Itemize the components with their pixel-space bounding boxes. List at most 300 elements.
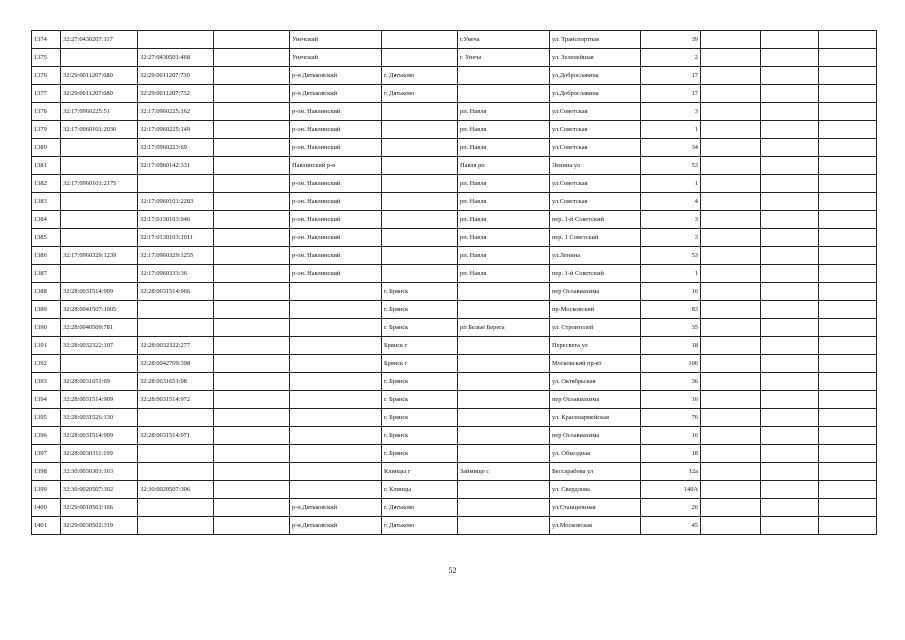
- city-cell: [382, 247, 458, 265]
- city-cell: [382, 229, 458, 247]
- empty-cell: [819, 445, 877, 463]
- city-cell: [382, 157, 458, 175]
- empty-cell: [761, 481, 819, 499]
- row-number-cell: 1387: [32, 265, 61, 283]
- district-cell: [290, 301, 382, 319]
- row-number-cell: 1375: [32, 49, 61, 67]
- city-cell: г. Клинцы: [382, 481, 458, 499]
- empty-cell: [761, 229, 819, 247]
- city-cell: г. Брянск: [382, 427, 458, 445]
- empty-cell: [761, 463, 819, 481]
- settlement-cell: [458, 517, 550, 535]
- city-cell: [382, 103, 458, 121]
- house-number-cell: 16: [641, 427, 701, 445]
- street-cell: ул. Транспортная: [550, 31, 641, 49]
- settlement-cell: рп. Навля: [458, 265, 550, 283]
- city-cell: [382, 193, 458, 211]
- cadastral-number-cell: 32:28:0031514:909: [61, 391, 138, 409]
- row-number-cell: 1397: [32, 445, 61, 463]
- district-cell: [290, 445, 382, 463]
- row-number-cell: 1389: [32, 301, 61, 319]
- cadastral-number-cell: 32:28:0031526:130: [61, 409, 138, 427]
- table-row: [32, 319, 877, 337]
- table-row: [32, 85, 877, 103]
- empty-cell: [761, 193, 819, 211]
- empty-cell: [761, 283, 819, 301]
- empty-cell: [214, 409, 290, 427]
- cadastral-number-2-cell: 32:28:0031651:98: [138, 373, 214, 391]
- table-row: [32, 175, 877, 193]
- row-number-cell: 1400: [32, 499, 61, 517]
- empty-cell: [214, 193, 290, 211]
- row-number-cell: 1382: [32, 175, 61, 193]
- house-number-cell: 1: [641, 265, 701, 283]
- cadastral-number-cell: [61, 211, 138, 229]
- empty-cell: [701, 265, 761, 283]
- settlement-cell: [458, 409, 550, 427]
- settlement-cell: [458, 85, 550, 103]
- registry-table: [31, 30, 877, 535]
- house-number-cell: 16: [641, 391, 701, 409]
- house-number-cell: 18: [641, 445, 701, 463]
- cadastral-number-2-cell: 32:30:0020507:306: [138, 481, 214, 499]
- street-cell: пер Осоавиахима: [550, 283, 641, 301]
- empty-cell: [214, 139, 290, 157]
- cadastral-number-cell: [61, 355, 138, 373]
- street-cell: ул.Московская: [550, 517, 641, 535]
- cadastral-number-cell: [61, 157, 138, 175]
- cadastral-number-2-cell: [138, 409, 214, 427]
- cadastral-number-2-cell: 32:17:0130103:946: [138, 211, 214, 229]
- table-row: [32, 247, 877, 265]
- empty-cell: [819, 283, 877, 301]
- row-number-cell: 1383: [32, 193, 61, 211]
- empty-cell: [214, 391, 290, 409]
- cadastral-number-2-cell: 32:17:0130103:1011: [138, 229, 214, 247]
- cadastral-number-cell: 32:17:0960101:2030: [61, 121, 138, 139]
- table-row: [32, 517, 877, 535]
- cadastral-number-cell: 32:29:0010501:166: [61, 499, 138, 517]
- city-cell: [382, 265, 458, 283]
- district-cell: [290, 337, 382, 355]
- empty-cell: [819, 373, 877, 391]
- district-cell: р-он. Навлинский: [290, 139, 382, 157]
- cadastral-number-cell: 32:29:0011207:680: [61, 67, 138, 85]
- street-cell: ул.Советская: [550, 193, 641, 211]
- empty-cell: [701, 85, 761, 103]
- cadastral-number-2-cell: [138, 31, 214, 49]
- row-number-cell: 1388: [32, 283, 61, 301]
- empty-cell: [701, 139, 761, 157]
- house-number-cell: 12а: [641, 463, 701, 481]
- city-cell: г. Брянск: [382, 283, 458, 301]
- cadastral-number-cell: 32:28:0031514:909: [61, 283, 138, 301]
- empty-cell: [701, 427, 761, 445]
- district-cell: Унечский: [290, 31, 382, 49]
- empty-cell: [701, 283, 761, 301]
- row-number-cell: 1398: [32, 463, 61, 481]
- house-number-cell: 45: [641, 517, 701, 535]
- city-cell: г. Брянск: [382, 391, 458, 409]
- empty-cell: [701, 463, 761, 481]
- house-number-cell: 4: [641, 193, 701, 211]
- empty-cell: [701, 373, 761, 391]
- district-cell: [290, 373, 382, 391]
- table-row: [32, 265, 877, 283]
- house-number-cell: 26: [641, 499, 701, 517]
- empty-cell: [701, 229, 761, 247]
- city-cell: г. Брянск: [382, 319, 458, 337]
- cadastral-number-2-cell: [138, 517, 214, 535]
- house-number-cell: 140А: [641, 481, 701, 499]
- row-number-cell: 1391: [32, 337, 61, 355]
- house-number-cell: 1: [641, 121, 701, 139]
- settlement-cell: г. Унеча: [458, 49, 550, 67]
- cadastral-number-2-cell: 32:29:0011207:732: [138, 85, 214, 103]
- city-cell: Брянск г: [382, 355, 458, 373]
- empty-cell: [701, 103, 761, 121]
- district-cell: р-он. Навлинский: [290, 103, 382, 121]
- district-cell: р-он. Навлинский: [290, 247, 382, 265]
- district-cell: [290, 283, 382, 301]
- empty-cell: [214, 301, 290, 319]
- house-number-cell: 34: [641, 139, 701, 157]
- house-number-cell: 3: [641, 103, 701, 121]
- empty-cell: [214, 157, 290, 175]
- table-row: [32, 283, 877, 301]
- cadastral-number-cell: 32:30:0020507:302: [61, 481, 138, 499]
- house-number-cell: 35: [641, 319, 701, 337]
- house-number-cell: 76: [641, 409, 701, 427]
- house-number-cell: 17: [641, 85, 701, 103]
- cadastral-number-2-cell: 32:17:0960329:1255: [138, 247, 214, 265]
- empty-cell: [819, 247, 877, 265]
- empty-cell: [761, 391, 819, 409]
- empty-cell: [761, 355, 819, 373]
- cadastral-number-2-cell: 32:17:0960101:2283: [138, 193, 214, 211]
- row-number-cell: 1390: [32, 319, 61, 337]
- empty-cell: [701, 121, 761, 139]
- district-cell: р-он. Навлинский: [290, 121, 382, 139]
- empty-cell: [761, 121, 819, 139]
- cadastral-number-cell: 32:29:0030502:319: [61, 517, 138, 535]
- empty-cell: [761, 337, 819, 355]
- house-number-cell: 18: [641, 337, 701, 355]
- empty-cell: [761, 103, 819, 121]
- settlement-cell: рп. Навля: [458, 211, 550, 229]
- street-cell: пер Осоавиахима: [550, 427, 641, 445]
- table-row: [32, 301, 877, 319]
- settlement-cell: [458, 67, 550, 85]
- row-number-cell: 1394: [32, 391, 61, 409]
- house-number-cell: 53: [641, 157, 701, 175]
- empty-cell: [701, 499, 761, 517]
- cadastral-number-cell: [61, 193, 138, 211]
- district-cell: р-он. Навлинский: [290, 229, 382, 247]
- empty-cell: [819, 517, 877, 535]
- empty-cell: [761, 157, 819, 175]
- city-cell: [382, 49, 458, 67]
- house-number-cell: 3: [641, 229, 701, 247]
- street-cell: ул.Доброславина: [550, 67, 641, 85]
- empty-cell: [819, 427, 877, 445]
- empty-cell: [214, 427, 290, 445]
- empty-cell: [701, 247, 761, 265]
- district-cell: [290, 427, 382, 445]
- street-cell: Ленина ул: [550, 157, 641, 175]
- street-cell: ул.Советская: [550, 121, 641, 139]
- table-row: [32, 499, 877, 517]
- empty-cell: [761, 319, 819, 337]
- table-row: [32, 337, 877, 355]
- street-cell: пер. 1-й Советский: [550, 211, 641, 229]
- cadastral-number-2-cell: [138, 319, 214, 337]
- table-row: [32, 103, 877, 121]
- cadastral-number-cell: 32:17:0960329:1239: [61, 247, 138, 265]
- street-cell: пер. 1 Советский: [550, 229, 641, 247]
- empty-cell: [701, 409, 761, 427]
- city-cell: Клинцы г: [382, 463, 458, 481]
- cadastral-number-cell: [61, 139, 138, 157]
- district-cell: [290, 319, 382, 337]
- district-cell: [290, 355, 382, 373]
- table-row: [32, 391, 877, 409]
- settlement-cell: рп. Навля: [458, 121, 550, 139]
- settlement-cell: рп. Навля: [458, 193, 550, 211]
- city-cell: г. Дятьково: [382, 499, 458, 517]
- empty-cell: [214, 175, 290, 193]
- empty-cell: [819, 139, 877, 157]
- empty-cell: [214, 229, 290, 247]
- empty-cell: [214, 31, 290, 49]
- cadastral-number-cell: 32:29:0011207:680: [61, 85, 138, 103]
- table-row: [32, 463, 877, 481]
- table-row: [32, 211, 877, 229]
- row-number-cell: 1380: [32, 139, 61, 157]
- settlement-cell: рп. Навля: [458, 247, 550, 265]
- registry-body: [32, 31, 877, 535]
- cadastral-number-cell: 32:28:0030311:199: [61, 445, 138, 463]
- settlement-cell: рп. Навля: [458, 103, 550, 121]
- row-number-cell: 1384: [32, 211, 61, 229]
- settlement-cell: рп. Навля: [458, 175, 550, 193]
- row-number-cell: 1399: [32, 481, 61, 499]
- street-cell: ул.Советская: [550, 175, 641, 193]
- empty-cell: [701, 193, 761, 211]
- house-number-cell: 2: [641, 49, 701, 67]
- street-cell: ул. Октябрьская: [550, 373, 641, 391]
- cadastral-number-2-cell: 32:17:0960333:36: [138, 265, 214, 283]
- street-cell: Пересвета ул: [550, 337, 641, 355]
- city-cell: [382, 175, 458, 193]
- district-cell: [290, 391, 382, 409]
- row-number-cell: 1374: [32, 31, 61, 49]
- cadastral-number-2-cell: [138, 301, 214, 319]
- district-cell: р-н.Дятьковский: [290, 499, 382, 517]
- settlement-cell: Займище с: [458, 463, 550, 481]
- empty-cell: [214, 247, 290, 265]
- cadastral-number-2-cell: 32:17:0960225:149: [138, 121, 214, 139]
- empty-cell: [761, 301, 819, 319]
- settlement-cell: [458, 355, 550, 373]
- empty-cell: [701, 31, 761, 49]
- cadastral-number-cell: [61, 49, 138, 67]
- cadastral-number-cell: 32:30:0030301:163: [61, 463, 138, 481]
- city-cell: Брянск г: [382, 337, 458, 355]
- empty-cell: [701, 337, 761, 355]
- empty-cell: [761, 49, 819, 67]
- empty-cell: [214, 517, 290, 535]
- district-cell: р-он. Навлинский: [290, 211, 382, 229]
- settlement-cell: [458, 481, 550, 499]
- empty-cell: [214, 265, 290, 283]
- empty-cell: [701, 517, 761, 535]
- table-row: [32, 355, 877, 373]
- house-number-cell: 16: [641, 283, 701, 301]
- street-cell: Московский пр-кт: [550, 355, 641, 373]
- settlement-cell: [458, 499, 550, 517]
- empty-cell: [819, 391, 877, 409]
- empty-cell: [701, 391, 761, 409]
- table-row: [32, 481, 877, 499]
- cadastral-number-2-cell: [138, 463, 214, 481]
- row-number-cell: 1393: [32, 373, 61, 391]
- cadastral-number-cell: 32:17:0960225:51: [61, 103, 138, 121]
- empty-cell: [701, 175, 761, 193]
- row-number-cell: 1401: [32, 517, 61, 535]
- cadastral-number-cell: 32:28:0031514:909: [61, 427, 138, 445]
- city-cell: [382, 31, 458, 49]
- empty-cell: [761, 175, 819, 193]
- empty-cell: [819, 409, 877, 427]
- empty-cell: [214, 445, 290, 463]
- district-cell: р-он. Навлинский: [290, 193, 382, 211]
- district-cell: Навлинский р-н: [290, 157, 382, 175]
- empty-cell: [819, 337, 877, 355]
- cadastral-number-2-cell: 32:29:0011207:730: [138, 67, 214, 85]
- row-number-cell: 1379: [32, 121, 61, 139]
- cadastral-number-cell: 32:28:0040509:781: [61, 319, 138, 337]
- empty-cell: [214, 103, 290, 121]
- row-number-cell: 1377: [32, 85, 61, 103]
- street-cell: ул.Советская: [550, 103, 641, 121]
- cadastral-number-2-cell: 32:17:0960225:162: [138, 103, 214, 121]
- house-number-cell: 17: [641, 67, 701, 85]
- empty-cell: [214, 337, 290, 355]
- table-row: [32, 193, 877, 211]
- row-number-cell: 1396: [32, 427, 61, 445]
- settlement-cell: [458, 427, 550, 445]
- cadastral-number-cell: 32:28:0032322:107: [61, 337, 138, 355]
- cadastral-number-2-cell: [138, 445, 214, 463]
- city-cell: г. Брянск: [382, 445, 458, 463]
- empty-cell: [819, 481, 877, 499]
- table-row: [32, 427, 877, 445]
- empty-cell: [761, 31, 819, 49]
- table-row: [32, 31, 877, 49]
- settlement-cell: [458, 301, 550, 319]
- cadastral-number-2-cell: 32:28:0031514:971: [138, 427, 214, 445]
- empty-cell: [701, 211, 761, 229]
- empty-cell: [214, 373, 290, 391]
- city-cell: г. Дятьково: [382, 67, 458, 85]
- street-cell: ул. Строителей: [550, 319, 641, 337]
- house-number-cell: 83: [641, 301, 701, 319]
- street-cell: Бессарабова ул: [550, 463, 641, 481]
- settlement-cell: [458, 391, 550, 409]
- empty-cell: [819, 49, 877, 67]
- empty-cell: [819, 175, 877, 193]
- settlement-cell: [458, 373, 550, 391]
- district-cell: р-он. Навлинский: [290, 265, 382, 283]
- house-number-cell: 36: [641, 373, 701, 391]
- empty-cell: [761, 139, 819, 157]
- settlement-cell: Навля рп: [458, 157, 550, 175]
- settlement-cell: рп Белые Берега: [458, 319, 550, 337]
- street-cell: пер. 1-й Советский: [550, 265, 641, 283]
- house-number-cell: 1: [641, 175, 701, 193]
- row-number-cell: 1386: [32, 247, 61, 265]
- row-number-cell: 1378: [32, 103, 61, 121]
- empty-cell: [819, 157, 877, 175]
- table-row: [32, 157, 877, 175]
- empty-cell: [214, 319, 290, 337]
- empty-cell: [214, 481, 290, 499]
- cadastral-number-2-cell: [138, 499, 214, 517]
- empty-cell: [819, 121, 877, 139]
- cadastral-number-2-cell: [138, 175, 214, 193]
- empty-cell: [761, 85, 819, 103]
- empty-cell: [761, 499, 819, 517]
- district-cell: р-н Дятьковский: [290, 67, 382, 85]
- empty-cell: [761, 517, 819, 535]
- empty-cell: [819, 31, 877, 49]
- empty-cell: [819, 211, 877, 229]
- empty-cell: [701, 481, 761, 499]
- city-cell: [382, 139, 458, 157]
- street-cell: ул.Доброславина: [550, 85, 641, 103]
- cadastral-number-2-cell: 32:17:0960223:69: [138, 139, 214, 157]
- empty-cell: [819, 319, 877, 337]
- empty-cell: [214, 283, 290, 301]
- cadastral-number-cell: [61, 265, 138, 283]
- empty-cell: [819, 499, 877, 517]
- page-number: 52: [448, 566, 457, 575]
- street-cell: пр-Московский: [550, 301, 641, 319]
- street-cell: ул. Свердлова: [550, 481, 641, 499]
- row-number-cell: 1385: [32, 229, 61, 247]
- empty-cell: [701, 301, 761, 319]
- cadastral-number-2-cell: 32:28:0031514:966: [138, 283, 214, 301]
- empty-cell: [819, 229, 877, 247]
- empty-cell: [819, 193, 877, 211]
- empty-cell: [819, 301, 877, 319]
- cadastral-number-cell: 32:17:0960101:2175: [61, 175, 138, 193]
- cadastral-number-2-cell: 32:17:0960142:331: [138, 157, 214, 175]
- empty-cell: [761, 373, 819, 391]
- empty-cell: [819, 85, 877, 103]
- empty-cell: [761, 427, 819, 445]
- empty-cell: [701, 49, 761, 67]
- row-number-cell: 1381: [32, 157, 61, 175]
- city-cell: г. Брянск: [382, 301, 458, 319]
- table-row: [32, 49, 877, 67]
- street-cell: ул. Зеленейшая: [550, 49, 641, 67]
- cadastral-number-2-cell: 32:28:0032322:277: [138, 337, 214, 355]
- district-cell: [290, 409, 382, 427]
- cadastral-number-cell: 32:27:0430207:117: [61, 31, 138, 49]
- cadastral-number-cell: 32:28:0031651:69: [61, 373, 138, 391]
